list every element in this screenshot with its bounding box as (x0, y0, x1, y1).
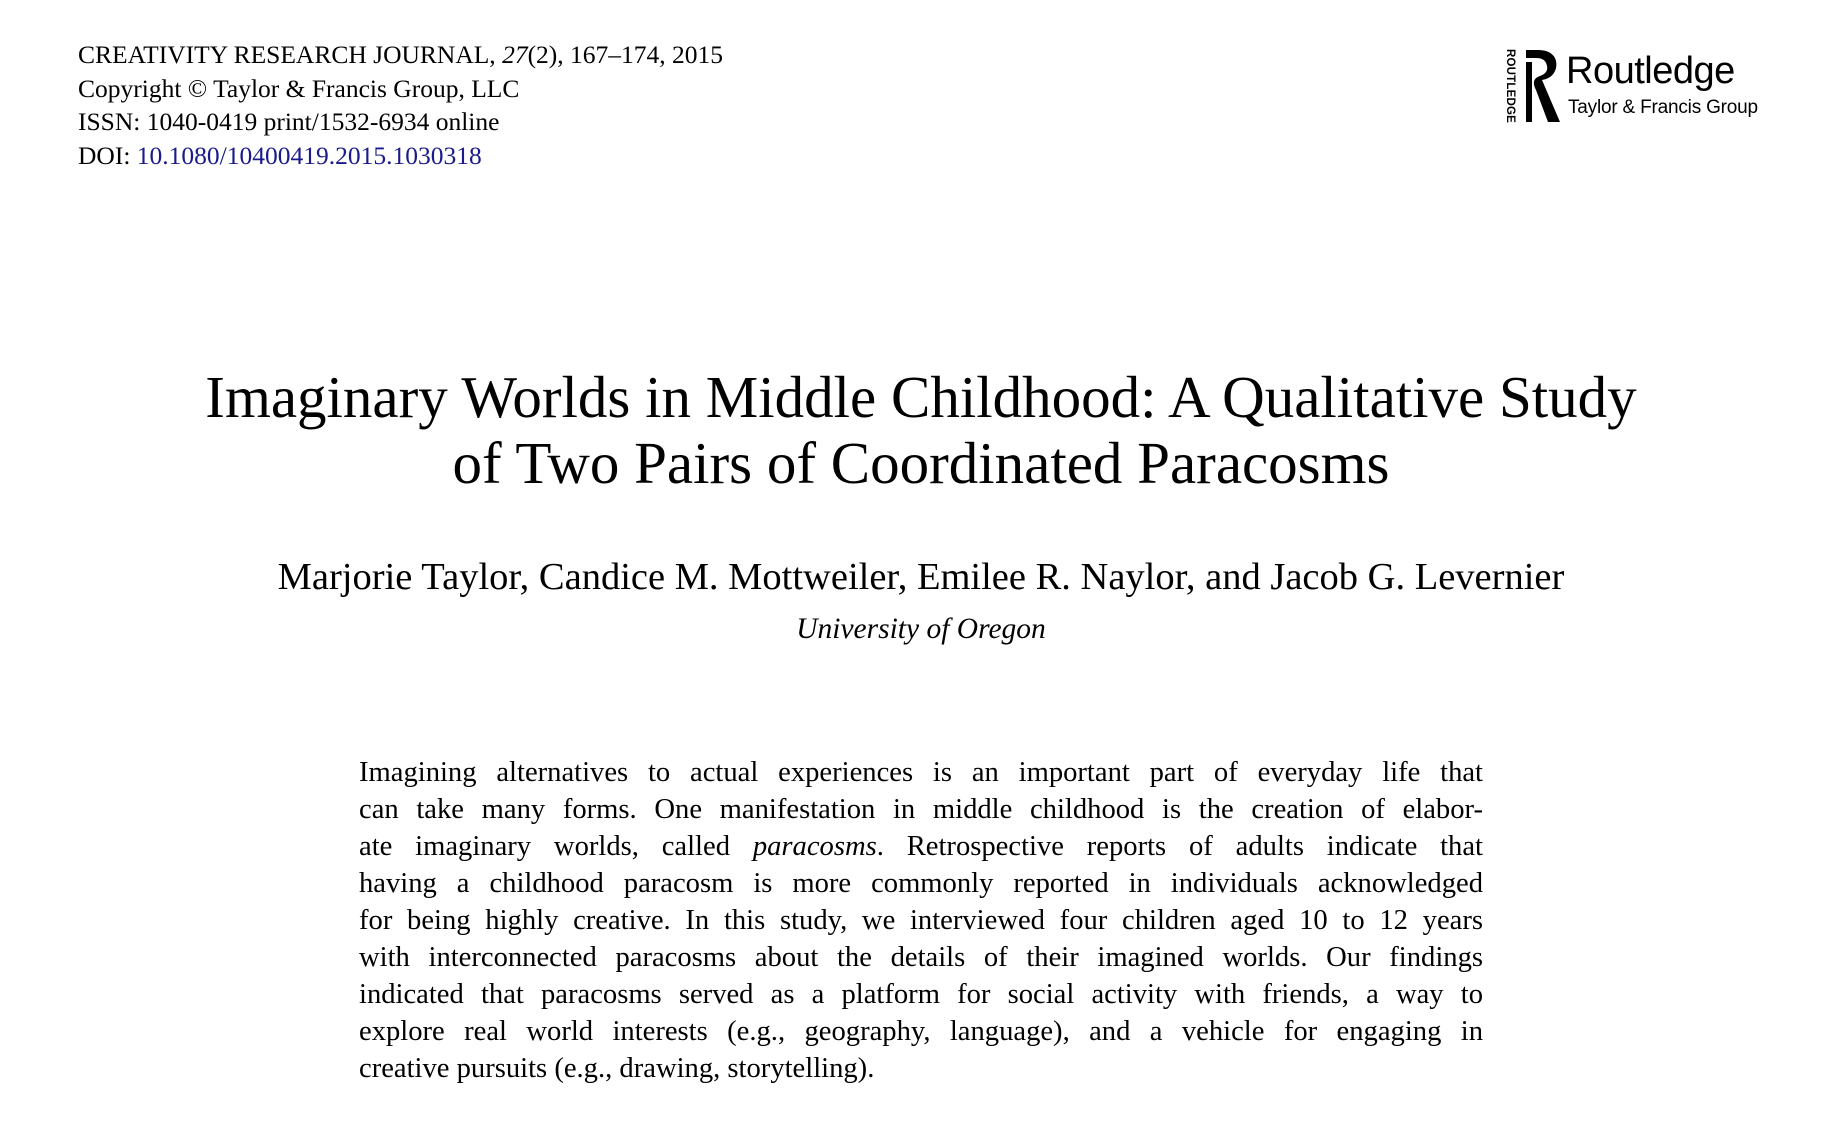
article-title (0, 364, 1842, 496)
abstract-text: . Retrospective reports of adults indicate that (876, 831, 1483, 862)
doi-label: DOI: (78, 140, 131, 170)
publisher-logo (1502, 48, 1772, 128)
title-line-1: Imaginary Worlds in Middle Childhood: A Qualitative Study (205, 364, 1637, 430)
copyright-line: Copyright © Taylor & Francis Group, LLC (78, 73, 520, 103)
publisher-name: Routledge (1566, 50, 1735, 92)
abstract-line: indicated that paracosms served as a platform for social activity with friends, a way to (359, 979, 1483, 1010)
issn-line: ISSN: 1040-0419 print/1532-6934 online (78, 107, 500, 136)
abstract-text: ate imaginary worlds, called (359, 831, 753, 862)
abstract-line: for being highly creative. In this study, we interviewed four children aged 10 to 12 years (359, 905, 1483, 936)
abstract-line: creative pursuits (e.g., drawing, storytelling). (359, 1053, 875, 1084)
abstract-line: with interconnected paracosms about the details of their imagined worlds. Our findings (359, 942, 1483, 973)
logo-vertical-text (1502, 48, 1518, 124)
routledge-r-icon (1522, 48, 1562, 124)
title-line-2: of Two Pairs of Coordinated Paracosms (452, 430, 1390, 496)
journal-issue-pages: (2), 167–174, 2015 (527, 40, 724, 69)
journal-citation (78, 38, 723, 72)
abstract-line (359, 828, 1483, 865)
doi-line (78, 139, 723, 173)
citation-header (78, 38, 723, 172)
abstract-line: explore real world interests (e.g., geography, language), and a vehicle for engaging in (359, 1016, 1483, 1047)
doi-link[interactable]: 10.1080/10400419.2015.1030318 (136, 140, 482, 170)
abstract-term-paracosms: paracosms (752, 831, 877, 862)
publisher-group: Taylor & Francis Group (1568, 97, 1758, 118)
author-list: Marjorie Taylor, Candice M. Mottweiler, Emilee R. Naylor, and Jacob G. Levernier (277, 556, 1565, 598)
journal-volume: 27 (502, 40, 528, 69)
abstract (359, 754, 1483, 1087)
journal-name: CREATIVITY RESEARCH JOURNAL, (78, 40, 496, 69)
abstract-line: can take many forms. One manifestation in middle childhood is the creation of elabor- (359, 794, 1483, 825)
abstract-line: Imagining alternatives to actual experiences is an important part of everyday life that (359, 757, 1483, 788)
abstract-line: having a childhood paracosm is more commonly reported in individuals acknowledged (359, 868, 1483, 899)
affiliation: University of Oregon (796, 613, 1046, 645)
logo-vertical-label: ROUTLEDGE (1504, 49, 1516, 123)
